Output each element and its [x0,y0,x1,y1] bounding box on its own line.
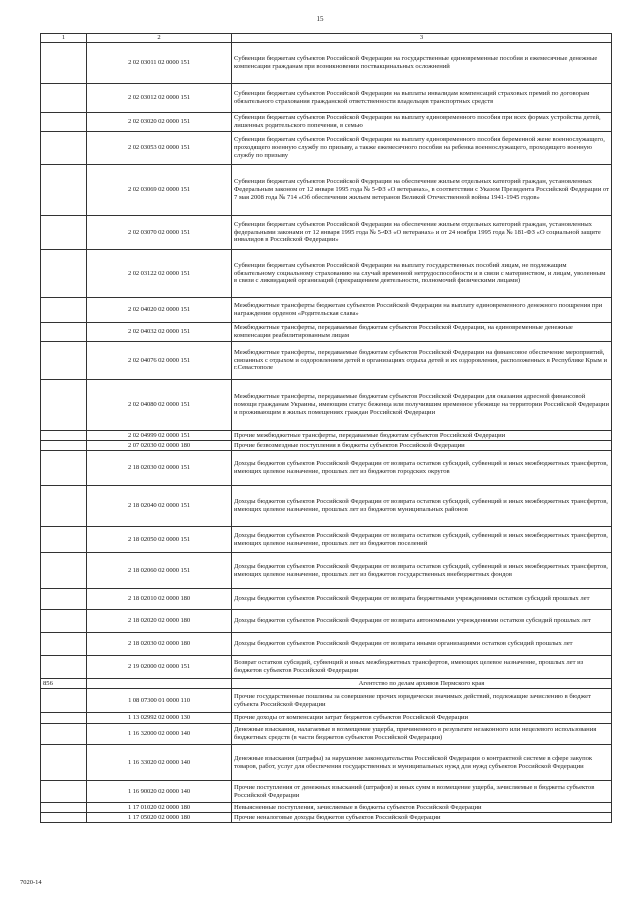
admin-code-cell [41,781,87,803]
revenue-description-cell: Межбюджетные трансферты, передаваемые бюджетам субъектов Российской Федерации для оказания адресной финансовой помощи гражданам Украины, имеющим статус беженца или получившим временное убежище на территории Российской Федерации и проживающим в жилых помещениях граждан Российской Федерации [232,380,612,431]
revenue-code-cell: 2 02 03122 02 0000 151 [87,250,232,298]
table-row [41,589,612,610]
revenue-code-cell: 2 18 02040 02 0000 151 [87,486,232,527]
admin-code-cell [41,527,87,553]
table-row [41,113,612,132]
table-row [41,713,612,724]
revenue-code-cell: 1 16 32000 02 0000 140 [87,724,232,745]
revenue-code-cell: 2 02 04020 02 0000 151 [87,298,232,323]
table-row [41,527,612,553]
revenue-code-cell: 2 18 02010 02 0000 180 [87,589,232,610]
admin-code-cell [41,323,87,342]
table-header-row [41,34,612,43]
revenue-code-cell: 1 13 02992 02 0000 130 [87,713,232,724]
table-row [41,656,612,679]
admin-code-cell [41,633,87,656]
table-row [41,745,612,781]
table-row [41,43,612,84]
table-row [41,250,612,298]
revenue-code-cell: 1 16 90020 02 0000 140 [87,781,232,803]
admin-code-cell [41,451,87,486]
revenue-description-cell: Возврат остатков субсидий, субвенций и иных межбюджетных трансфертов, имеющих целевое назначение, прошлых лет из бюджетов субъектов Российской Федерации [232,656,612,679]
table-row [41,216,612,250]
table-row [41,813,612,823]
revenue-description-cell: Прочие поступления от денежных взысканий (штрафов) и иных сумм в возмещение ущерба, зачисляемые в бюджеты субъектов Российской Федерации [232,781,612,803]
revenue-code-cell: 2 18 02060 02 0000 151 [87,553,232,589]
revenue-description-cell: Доходы бюджетов субъектов Российской Федерации от возврата автономными учреждениями остатков субсидий прошлых лет [232,610,612,633]
revenue-description-cell: Прочие неналоговые доходы бюджетов субъектов Российской Федерации [232,813,612,823]
table-row [41,298,612,323]
revenue-code-cell: 2 02 03053 02 0000 151 [87,132,232,165]
revenue-code-cell: 2 07 02030 02 0000 180 [87,441,232,451]
document-footer-code: 7020-14 [20,879,42,886]
page-number: 15 [316,15,324,23]
revenue-description-cell: Межбюджетные трансферты, передаваемые бюджетам субъектов Российской Федерации, на единовременные денежные компенсации реабилитированным лицам [232,323,612,342]
table-row [41,486,612,527]
revenue-description-cell: Субвенции бюджетам субъектов Российской Федерации на обеспечение жильем отдельных категорий граждан, установленных Федеральным законом от 12 января 1995 года № 5-ФЗ «О ветеранах», в соответствии с Указом Президента Российской Федерации от 7 мая 2008 года № 714 «Об обеспечении жильем ветеранов Великой Отечественной войны 1941-1945 годов» [232,165,612,216]
revenue-description-cell: Субвенции бюджетам субъектов Российской Федерации на обеспечение жильем отдельных категорий граждан, установленных федеральными законами от 12 января 1995 года № 5-ФЗ «О ветеранах» и от 24 ноября 1995 года № 181-ФЗ «О социальной защите инвалидов в Российской Федерации» [232,216,612,250]
admin-code-cell [41,553,87,589]
table-row [41,553,612,589]
admin-code-cell [41,656,87,679]
admin-code-cell [41,342,87,380]
revenue-description-cell: Субвенции бюджетам субъектов Российской Федерации на выплату государственных пособий лицам, не подлежащим обязательному социальному страхованию на случай временной нетрудоспособности и в связи с материнством, и лицам, уволенным в связи с ликвидацией организаций (прекращением деятельности, полномочий физическими лицами) [232,250,612,298]
admin-code-cell [41,216,87,250]
administrator-name: Агентство по делам архивов Пермского края [232,679,612,689]
table-row [41,132,612,165]
admin-code-cell [41,745,87,781]
revenue-description-cell: Доходы бюджетов субъектов Российской Федерации от возврата бюджетными учреждениями остатков субсидий прошлых лет [232,589,612,610]
revenue-code-cell: 2 02 03069 02 0000 151 [87,165,232,216]
revenue-code-cell: 2 02 03020 02 0000 151 [87,113,232,132]
revenue-code-cell: 1 08 07300 01 0000 110 [87,689,232,713]
revenue-description-cell: Доходы бюджетов субъектов Российской Федерации от возврата остатков субсидий, субвенций и иных межбюджетных трансфертов, имеющих целевое назначение, прошлых лет из бюджетов государственных внебюджетных фондов [232,553,612,589]
table-row [41,342,612,380]
table-row [41,431,612,441]
admin-code-cell [41,713,87,724]
table-row [41,380,612,431]
admin-code-cell [41,689,87,713]
revenue-description-cell: Прочие межбюджетные трансферты, передаваемые бюджетам субъектов Российской Федерации [232,431,612,441]
revenue-description-cell: Денежные взыскания (штрафы) за нарушение законодательства Российской Федерации о контрактной системе в сфере закупок товаров, работ, услуг для обеспечения государственных и муниципальных нужд для нужд субъектов Российской Федерации [232,745,612,781]
revenue-code-cell: 2 18 02020 02 0000 180 [87,610,232,633]
revenue-description-cell: Прочие доходы от компенсации затрат бюджетов субъектов Российской Федерации [232,713,612,724]
revenue-code-cell: 2 02 03011 02 0000 151 [87,43,232,84]
admin-code-cell [41,813,87,823]
administrator-row [41,679,612,689]
revenue-description-cell: Прочие государственные пошлины за совершение прочих юридически значимых действий, подлежащие зачислению в бюджет субъекта Российской Федерации [232,689,612,713]
table-row [41,633,612,656]
table-row [41,323,612,342]
admin-code-cell [41,610,87,633]
revenue-code-cell: 2 02 03012 02 0000 151 [87,84,232,113]
admin-code-cell [41,431,87,441]
revenue-description-cell: Субвенции бюджетам субъектов Российской Федерации на выплаты инвалидам компенсаций страховых премий по договорам обязательного страхования гражданской ответственности владельцев транспортных средств [232,84,612,113]
revenue-description-cell: Субвенции бюджетам субъектов Российской Федерации на выплату единовременного пособия при всех формах устройства детей, лишенных родительского попечения, в семью [232,113,612,132]
table-row [41,165,612,216]
revenue-code-cell: 2 02 03070 02 0000 151 [87,216,232,250]
admin-code-cell [41,803,87,813]
admin-code-cell [41,132,87,165]
revenue-code-cell: 1 16 33020 02 0000 140 [87,745,232,781]
revenue-description-cell: Доходы бюджетов субъектов Российской Федерации от возврата остатков субсидий, субвенций и иных межбюджетных трансфертов, имеющих целевое назначение, прошлых лет из бюджетов поселений [232,527,612,553]
header-col-2: 2 [87,34,232,43]
revenue-description-cell: Доходы бюджетов субъектов Российской Федерации от возврата остатков субсидий, субвенций и иных межбюджетных трансфертов, имеющих целевое назначение, прошлых лет из бюджетов городских округов [232,451,612,486]
revenue-code-cell: 1 17 01020 02 0000 180 [87,803,232,813]
header-col-3: 3 [232,34,612,43]
admin-code-cell [41,441,87,451]
revenue-code-cell: 1 17 05020 02 0000 180 [87,813,232,823]
revenue-code-cell: 2 02 04076 02 0000 151 [87,342,232,380]
table-row [41,451,612,486]
revenue-description-cell: Субвенции бюджетам субъектов Российской Федерации на государственные единовременные пособия и ежемесячные денежные компенсации гражданам при возникновении поствакцинальных осложнений [232,43,612,84]
header-col-1: 1 [41,34,87,43]
revenue-code-cell: 2 19 02000 02 0000 151 [87,656,232,679]
admin-code-cell [41,84,87,113]
table-row [41,689,612,713]
admin-code-cell [41,589,87,610]
admin-code-cell [41,486,87,527]
revenue-description-cell: Прочие безвозмездные поступления в бюджеты субъектов Российской Федерации [232,441,612,451]
admin-code-cell [41,250,87,298]
revenue-description-cell: Денежные взыскания, налагаемые в возмещение ущерба, причиненного в результате незаконного или нецелевого использования бюджетных средств (в части бюджетов субъектов Российской Федерации) [232,724,612,745]
revenue-description-cell: Доходы бюджетов субъектов Российской Федерации от возврата иными организациями остатков субсидий прошлых лет [232,633,612,656]
table-row [41,781,612,803]
table-row [41,724,612,745]
revenue-classification-table [40,33,612,823]
revenue-description-cell: Доходы бюджетов субъектов Российской Федерации от возврата остатков субсидий, субвенций и иных межбюджетных трансфертов, имеющих целевое назначение, прошлых лет из бюджетов муниципальных районов [232,486,612,527]
table-row [41,84,612,113]
revenue-code-cell: 2 02 04080 02 0000 151 [87,380,232,431]
revenue-code-cell: 2 18 02030 02 0000 180 [87,633,232,656]
admin-code-cell [41,298,87,323]
revenue-code-cell: 2 18 02030 02 0000 151 [87,451,232,486]
admin-code-cell [41,165,87,216]
administrator-code-empty [87,679,232,689]
revenue-description-cell: Межбюджетные трансферты, передаваемые бюджетам субъектов Российской Федерации на финансовое обеспечение мероприятий, связанных с отдыхом и оздоровлением детей в организациях отдыха детей и их оздоровления, расположенных в Республике Крым и г.Севастополе [232,342,612,380]
revenue-description-cell: Субвенции бюджетам субъектов Российской Федерации на выплату единовременного пособия беременной жене военнослужащего, проходящего военную службу по призыву, а также ежемесячного пособия на ребенка военнослужащего, проходящего военную службу по призыву [232,132,612,165]
table-row [41,441,612,451]
revenue-code-cell: 2 02 04999 02 0000 151 [87,431,232,441]
revenue-description-cell: Межбюджетные трансферты бюджетам субъектов Российской Федерации на выплату единовременного денежного поощрения при награждении орденом «Родительская слава» [232,298,612,323]
admin-code-cell [41,724,87,745]
admin-code-cell [41,113,87,132]
table-row [41,610,612,633]
administrator-code: 856 [41,679,87,689]
admin-code-cell [41,380,87,431]
table-row [41,803,612,813]
revenue-code-cell: 2 02 04032 02 0000 151 [87,323,232,342]
revenue-description-cell: Невыясненные поступления, зачисляемые в бюджеты субъектов Российской Федерации [232,803,612,813]
revenue-code-cell: 2 18 02050 02 0000 151 [87,527,232,553]
admin-code-cell [41,43,87,84]
